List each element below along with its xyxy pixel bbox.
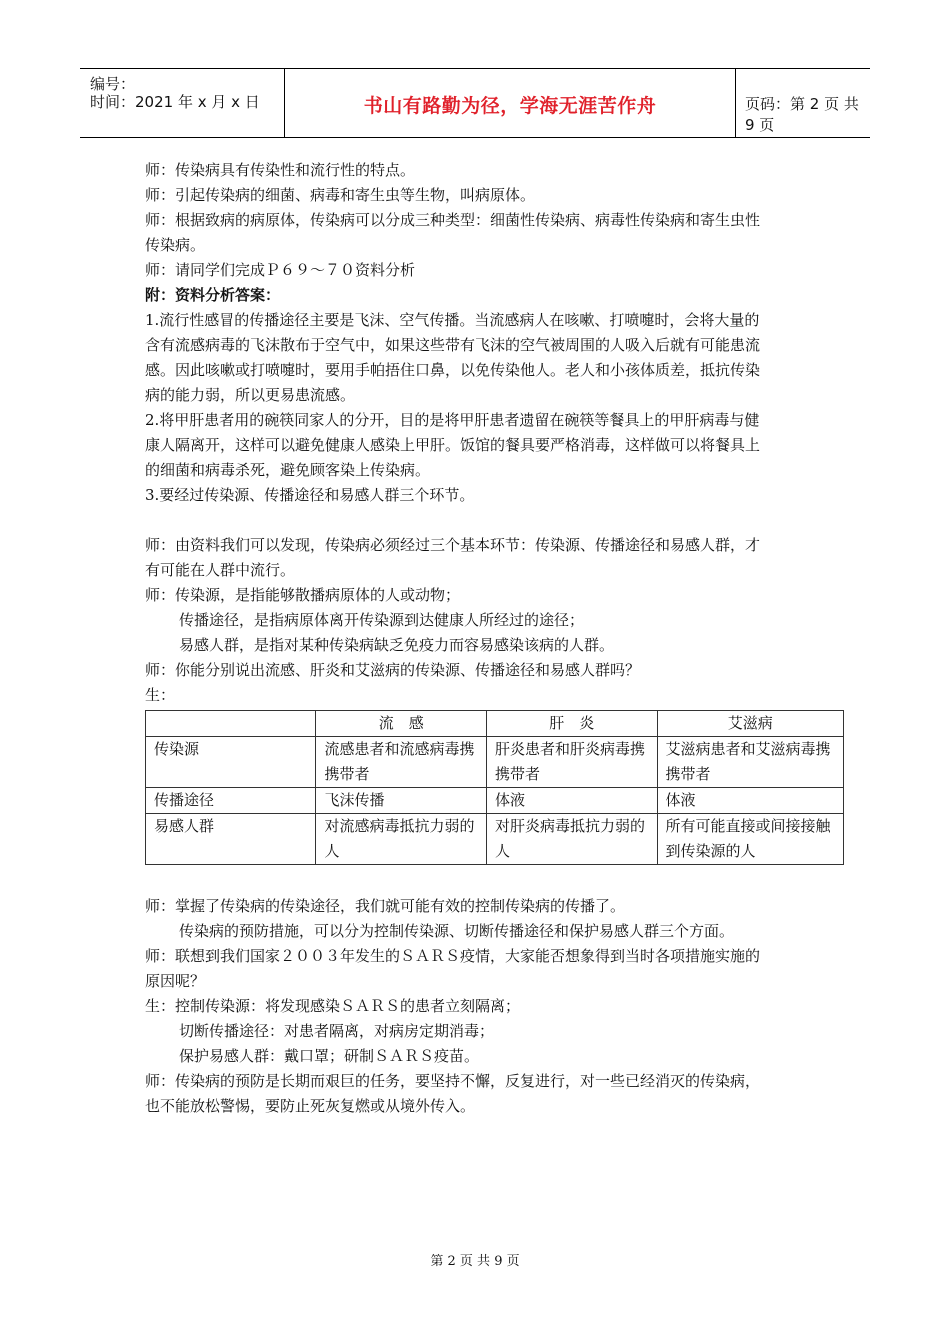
- header-page-info: 页码：第 2 页 共 9 页: [745, 95, 859, 134]
- text-line: 原因呢？: [145, 972, 206, 990]
- document-number-label: 编号：: [90, 75, 136, 93]
- table-cell: 飞沫传播: [316, 788, 487, 814]
- text-line: 3.要经过传染源、传播途径和易感人群三个环节。: [145, 486, 475, 504]
- text-line: 生：控制传染源：将发现感染ＳＡＲＳ的患者立刻隔离；: [145, 997, 521, 1015]
- table-row: [146, 788, 844, 814]
- section-heading: 附：资料分析答案：: [145, 286, 281, 304]
- blank-line: [145, 869, 845, 894]
- page-footer: 第 2 页 共 9 页: [430, 1254, 520, 1269]
- text-line: 切断传播途径：对患者隔离，对病房定期消毒；: [179, 1022, 495, 1040]
- header-motto-cell: [284, 69, 736, 137]
- text-line: 感。因此咳嗽或打喷嚏时，要用手帕捂住口鼻，以免传染他人。老人和小孩体质差，抵抗传染: [145, 361, 761, 379]
- page-header: [80, 68, 870, 138]
- text-line: 传播途径，是指病原体离开传染源到达健康人所经过的途径；: [179, 611, 585, 629]
- text-line: 传染病。: [145, 236, 206, 254]
- document-date: 时间：2021 年 x 月 x 日: [90, 93, 260, 111]
- table-cell: 体液: [657, 788, 843, 814]
- text-line: 保护易感人群：戴口罩；研制ＳＡＲＳ疫苗。: [179, 1047, 480, 1065]
- table-header-cell: 肝 炎: [487, 711, 658, 737]
- table-cell: 流感患者和流感病毒携携带者: [316, 737, 487, 788]
- table-cell: 对肝炎病毒抵抗力弱的人: [487, 814, 658, 865]
- table-cell: 对流感病毒抵抗力弱的人: [316, 814, 487, 865]
- text-line: 有可能在人群中流行。: [145, 561, 296, 579]
- text-line: 师：请同学们完成Ｐ６９～７０资料分析: [145, 261, 416, 279]
- text-line: 含有流感病毒的飞沫散布于空气中，如果这些带有飞沫的空气被周围的人吸入后就有可能患流: [145, 336, 761, 354]
- table-header-cell: 流 感: [316, 711, 487, 737]
- disease-comparison-table: [145, 710, 844, 865]
- text-line: 师：引起传染病的细菌、病毒和寄生虫等生物，叫病原体。: [145, 186, 536, 204]
- text-line: 师：你能分别说出流感、肝炎和艾滋病的传染源、传播途径和易感人群吗？: [145, 661, 641, 679]
- text-line: 师：根据致病的病原体，传染病可以分成三种类型：细菌性传染病、病毒性传染病和寄生虫性: [145, 211, 761, 229]
- text-line: 师：传染病具有传染性和流行性的特点。: [145, 161, 416, 179]
- table-header-row: [146, 711, 844, 737]
- blank-line: [145, 508, 845, 533]
- text-line: 师：联想到我们国家２００３年发生的ＳＡＲＳ疫情，大家能否想象得到当时各项措施实施的: [145, 947, 761, 965]
- text-line: 易感人群，是指对某种传染病缺乏免疫力而容易感染该病的人群。: [179, 636, 615, 654]
- text-line: 1.流行性感冒的传播途径主要是飞沫、空气传播。当流感病人在咳嗽、打喷嚏时，会将大量的: [145, 311, 760, 329]
- text-line: 师：掌握了传染病的传染途径，我们就可能有效的控制传染病的传播了。: [145, 897, 626, 915]
- text-line: 传染病的预防措施，可以分为控制传染源、切断传播途径和保护易感人群三个方面。: [179, 922, 735, 940]
- text-line: 也不能放松警惕，要防止死灰复燃或从境外传入。: [145, 1097, 476, 1115]
- table-cell: 艾滋病患者和艾滋病毒携携带者: [657, 737, 843, 788]
- text-line: 生：: [145, 686, 176, 704]
- table-cell: 肝炎患者和肝炎病毒携携带者: [487, 737, 658, 788]
- table-row-label: 传播途径: [146, 788, 316, 814]
- text-line: 康人隔离开，这样可以避免健康人感染上甲肝。饭馆的餐具要严格消毒，这样做可以将餐具上: [145, 436, 761, 454]
- header-meta-cell: [80, 69, 284, 137]
- text-line: 病的能力弱，所以更易患流感。: [145, 386, 356, 404]
- table-row-label: 易感人群: [146, 814, 316, 865]
- text-line: 师：传染源，是指能够散播病原体的人或动物；: [145, 586, 461, 604]
- header-motto: 书山有路勤为径，学海无涯苦作舟: [363, 95, 657, 117]
- header-page-cell: [735, 69, 870, 137]
- text-line: 2.将甲肝患者用的碗筷同家人的分开，目的是将甲肝患者遗留在碗筷等餐具上的甲肝病毒与健: [145, 411, 760, 429]
- table-row: [146, 814, 844, 865]
- table-row-label: 传染源: [146, 737, 316, 788]
- document-body: [145, 158, 845, 1119]
- table-cell: 体液: [487, 788, 658, 814]
- text-line: 的细菌和病毒杀死，避免顾客染上传染病。: [145, 461, 431, 479]
- table-header-cell: 艾滋病: [657, 711, 843, 737]
- text-line: 师：由资料我们可以发现，传染病必须经过三个基本环节：传染源、传播途径和易感人群，才: [145, 536, 761, 554]
- table-cell: 所有可能直接或间接接触到传染源的人: [657, 814, 843, 865]
- text-line: 师：传染病的预防是长期而艰巨的任务，要坚持不懈，反复进行，对一些已经消灭的传染病，: [145, 1072, 761, 1090]
- table-header-cell: [146, 711, 316, 737]
- table-row: [146, 737, 844, 788]
